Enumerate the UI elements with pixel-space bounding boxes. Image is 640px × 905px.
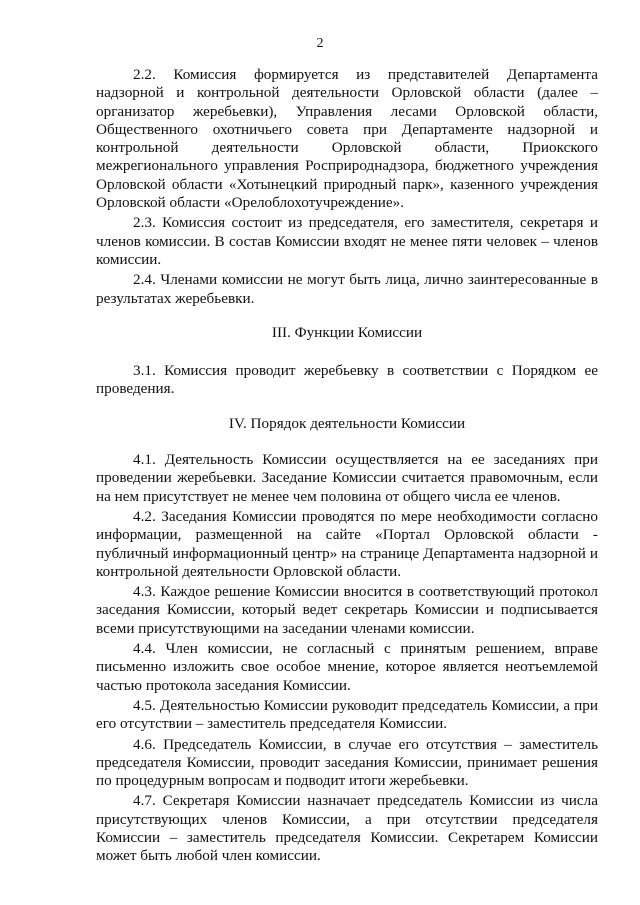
- paragraph-4-3: 4.3. Каждое решение Комиссии вносится в соответствующий протокол заседания Комиссии, который ведет секретарь Комиссии и подписывается всеми присутствующими на заседании членами комиссии.: [96, 583, 598, 637]
- paragraph-2-2: 2.2. Комиссия формируется из представителей Департамента надзорной и контрольной деятельности Орловской области (далее – организатор жеребьевки), Управления лесами Орловской области, Общественного охотничьего совета при Департаменте надзорной и контрольной деятельности Орловской области, Приокского межрегионального управления Росприроднадзора, бюджетного учреждения Орловской области «Хотынецкий природный парк», казенного учреждения Орловской области «Орелоблохотучреждение».: [96, 66, 598, 212]
- paragraph-4-4: 4.4. Член комиссии, не согласный с принятым решением, вправе письменно изложить свое особое мнение, которое является неотъемлемой частью протокола заседания Комиссии.: [96, 640, 598, 694]
- section-heading-procedure: IV. Порядок деятельности Комиссии: [228, 414, 466, 432]
- paragraph-4-7: 4.7. Секретаря Комиссии назначает председатель Комиссии из числа присутствующих членов Комиссии, а при отсутствии председателя Комиссии – заместитель председателя Комиссии. Секретарем Комиссии может быть любой член комиссии.: [96, 792, 598, 865]
- paragraph-4-1: 4.1. Деятельность Комиссии осуществляется на ее заседаниях при проведении жеребьевки. Заседание Комиссии считается правомочным, если на нем присутствует не менее чем половина от общего числа ее членов.: [96, 451, 598, 505]
- document-body: [96, 66, 598, 868]
- paragraph-2-3: 2.3. Комиссия состоит из председателя, его заместителя, секретаря и членов комиссии. В состав Комиссии входят не менее пяти человек – членов комиссии.: [96, 214, 598, 268]
- page-number: 2: [316, 36, 324, 51]
- section-heading-functions: III. Функции Комиссии: [271, 323, 423, 341]
- paragraph-4-6: 4.6. Председатель Комиссии, в случае его отсутствия – заместитель председателя Комиссии, проводит заседания Комиссии, принимает решения по процедурным вопросам и подводит итоги жеребьевки.: [96, 735, 598, 790]
- paragraph-4-5: 4.5. Деятельностью Комиссии руководит председатель Комиссии, а при его отсутствии – заместитель председателя Комиссии.: [96, 696, 598, 733]
- paragraph-2-4: 2.4. Членами комиссии не могут быть лица, лично заинтересованные в результатах жеребьевки.: [96, 271, 598, 307]
- paragraph-3-1: 3.1. Комиссия проводит жеребьевку в соответствии с Порядком ее проведения.: [96, 362, 598, 398]
- paragraph-4-2: 4.2. Заседания Комиссии проводятся по мере необходимости согласно информации, размещенной на сайте «Портал Орловской области - публичный информационный центр» на странице Департамента надзорной и контрольной деятельности Орловской области.: [96, 507, 598, 580]
